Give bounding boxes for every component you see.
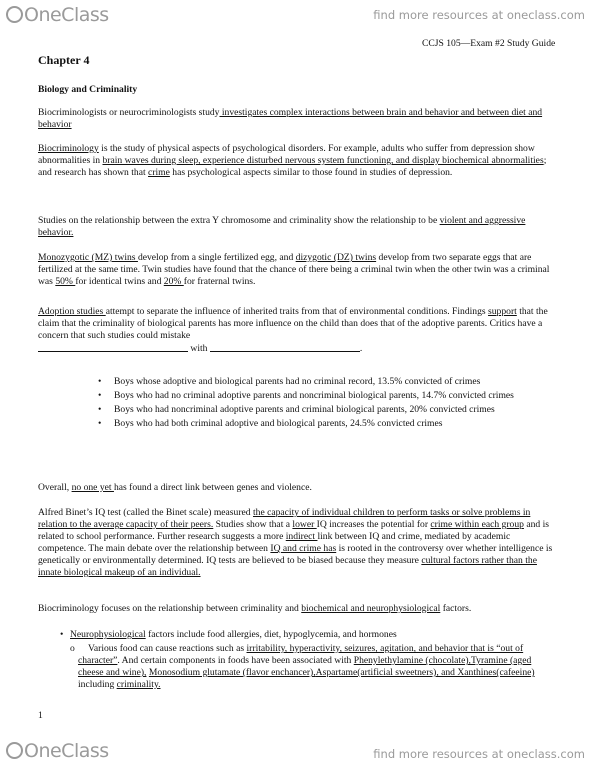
paragraph-adoption: Adoption studies attempt to separate the influence of inherited traits from that of environmental conditions. Findings support that the claim that the criminality of biological parents has more influence on the child than does that of the adoptive parents. Critics have a concern that such studies could mistake with . xyxy=(38,306,548,354)
adoption-stats-list xyxy=(98,376,548,432)
list-item: • Boys who had no criminal adoptive parents and noncriminal biological parents, 14.7% convicted crimes xyxy=(98,390,548,402)
fill-blank-2 xyxy=(210,342,360,352)
paragraph-y-chromosome: Studies on the relationship between the extra Y chromosome and criminality show the relationship to be violent and aggressive behavior. xyxy=(38,215,526,238)
paragraph-iq: Alfred Binet’s IQ test (called the Binet scale) measured the capacity of individual children to perform tasks or solve problems in relation to the average capacity of their peers. Studies show that a lower IQ increases the potential for crime within each group and is related to school performance. Further research suggests a more indirect link between IQ and crime, mediated by academic competence. The main debate over the relationship between IQ and crime has is rooted in the controversy over whether intelligence is genetically or environmentally determined. IQ tests are believed to be biased because they measure cultural factors rather than the innate biological makeup of an individual. xyxy=(38,507,553,578)
food-reactions-item: o Various food can cause reactions such as irritability, hyperactivity, seizures, agitation, and behavior that is “out of character”. And certain components in foods have been associated with Phenylethylamine (chocolate),Tyramine (aged cheese and wine), Monosodium glutamate (flavor enchancer),Aspartame(artificial sweetners), and Xanthines(cafeeine) including criminality. xyxy=(70,643,535,690)
oneclass-logo[interactable]: OneClass xyxy=(6,4,109,26)
fill-blank-1 xyxy=(38,342,188,352)
list-item: • Boys who had both criminal adoptive and biological parents, 24.5% convicted crimes xyxy=(98,418,548,430)
course-header: CCJS 105—Exam #2 Study Guide xyxy=(422,38,556,49)
paragraph-twins: Monozygotic (MZ) twins develop from a single fertilized egg, and dizygotic (DZ) twins develop from two separate eggs that are fertilized at the same time. Twin studies have found that the chance of there being a criminal twin when the other twin was a criminal was 50% for identical twins and 20% for fraternal twins. xyxy=(38,252,550,287)
paragraph-biocriminology: Biocriminology is the study of physical aspects of psychological disorders. For example, adults who suffer from depression show abnormalities in brain waves during sleep, experience disturbed nervous system functioning, and display biochemical abnormalities; and research has shown that crime has psychological aspects similar to those found in studies of depression. xyxy=(38,143,547,178)
resources-link-footer[interactable]: find more resources at oneclass.com xyxy=(373,747,585,761)
bullet-icon: • xyxy=(60,629,64,640)
paragraph-biocriminologists: Biocriminologists or neurocriminologists study investigates complex interactions between brain and behavior and between diet and behavior xyxy=(38,107,543,130)
circle-bullet-icon: o xyxy=(70,643,75,654)
top-banner xyxy=(0,0,595,30)
oneclass-logo-footer[interactable]: OneClass xyxy=(6,740,109,762)
resources-link[interactable]: find more resources at oneclass.com xyxy=(373,8,585,22)
list-item: • Boys who had noncriminal adoptive parents and criminal biological parents, 20% convicted crimes xyxy=(98,404,548,416)
neurophysiological-item: • Neurophysiological factors include food allergies, diet, hypoglycemia, and hormones xyxy=(60,629,397,640)
chapter-title: Chapter 4 xyxy=(38,53,90,67)
bottom-banner xyxy=(0,738,595,770)
logo-ring-icon xyxy=(6,742,23,759)
page-number: 1 xyxy=(38,710,43,721)
logo-ring-icon xyxy=(6,6,23,23)
section-title: Biology and Criminality xyxy=(38,84,138,95)
list-item: • Boys whose adoptive and biological parents had no criminal record, 13.5% convicted of crimes xyxy=(98,376,548,388)
paragraph-biochemical: Biocriminology focuses on the relationship between criminality and biochemical and neurophysiological factors. xyxy=(38,603,472,614)
paragraph-genes: Overall, no one yet has found a direct link between genes and violence. xyxy=(38,482,312,493)
